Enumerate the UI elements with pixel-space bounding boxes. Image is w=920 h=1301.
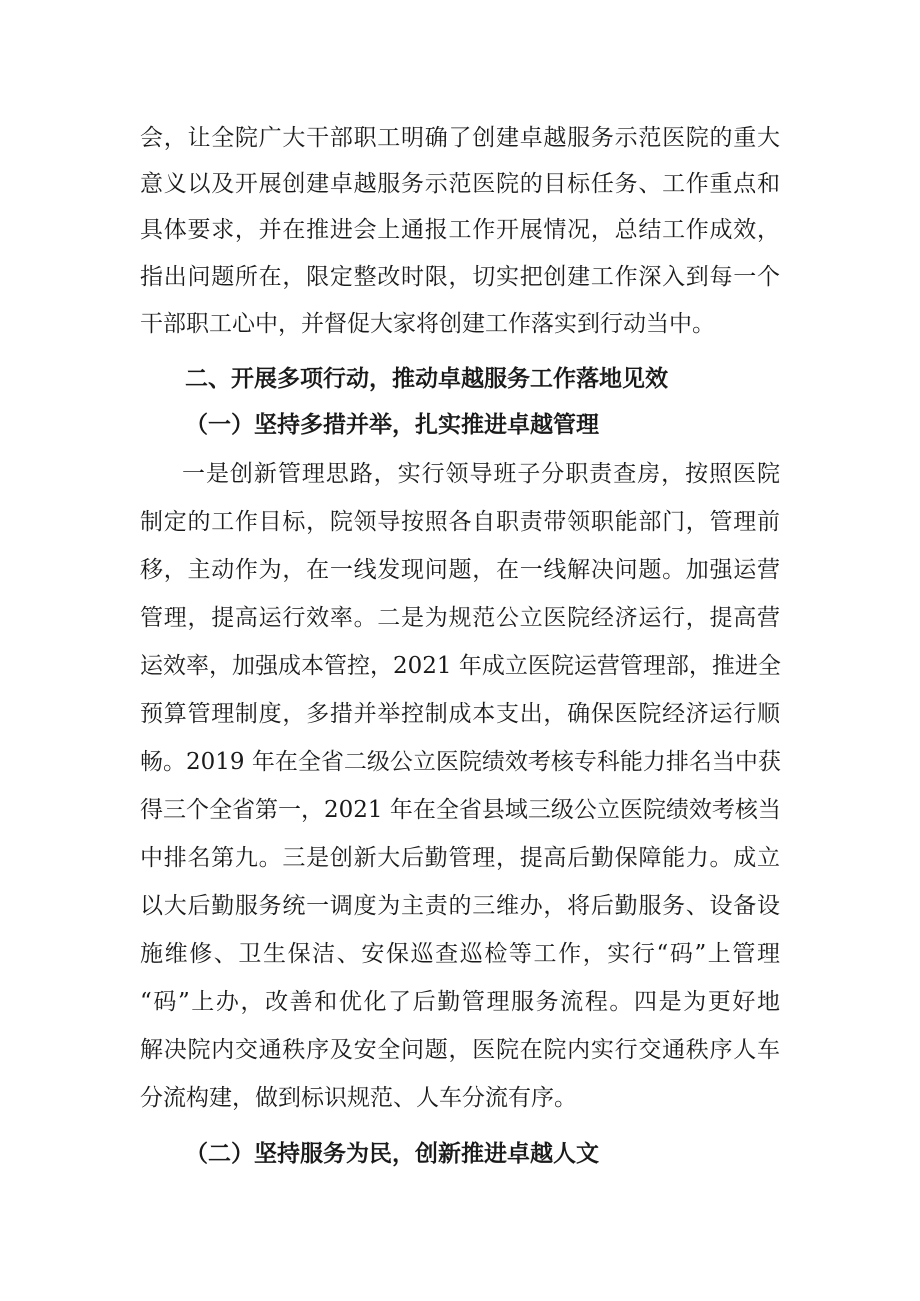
section-heading: 二、开展多项行动，推动卓越服务工作落地见效 bbox=[185, 365, 668, 392]
paragraph-line: 会，让全院广大干部职工明确了创建卓越服务示范医院的重大 bbox=[140, 125, 780, 151]
paragraph-line: 意义以及开展创建卓越服务示范医院的目标任务、工作重点和 bbox=[140, 171, 780, 197]
paragraph-line: 以大后勤服务统一调度为主责的三维办，将后勤服务、设备设 bbox=[140, 893, 780, 919]
paragraph-line: 管理，提高运行效率。二是为规范公立医院经济运行，提高营 bbox=[140, 605, 780, 631]
paragraph-line: 畅。2019 年在全省二级公立医院绩效考核专科能力排名当中获 bbox=[140, 749, 781, 775]
paragraph-line: 一是创新管理思路，实行领导班子分职责查房，按照医院 bbox=[182, 461, 780, 487]
paragraph-line: 得三个全省第一，2021 年在全省县域三级公立医院绩效考核当 bbox=[140, 797, 781, 823]
paragraph-line: 预算管理制度，多措并举控制成本支出，确保医院经济运行顺 bbox=[140, 701, 780, 727]
paragraph-line: 分流构建，做到标识规范、人车分流有序。 bbox=[140, 1085, 577, 1111]
paragraph-line: 制定的工作目标，院领导按照各自职责带领职能部门，管理前 bbox=[140, 509, 780, 535]
paragraph-line: 指出问题所在，限定整改时限，切实把创建工作深入到每一个 bbox=[140, 264, 780, 290]
paragraph-line: “码”上办，改善和优化了后勤管理服务流程。四是为更好地 bbox=[140, 989, 780, 1015]
subsection-heading: （二）坚持服务为民，创新推进卓越人文 bbox=[185, 1140, 599, 1167]
paragraph-line: 解决院内交通秩序及安全问题，医院在院内实行交通秩序人车 bbox=[140, 1037, 780, 1063]
paragraph-line: 干部职工心中，并督促大家将创建工作落实到行动当中。 bbox=[140, 311, 715, 337]
paragraph-line: 移，主动作为，在一线发现问题，在一线解决问题。加强运营 bbox=[140, 557, 780, 583]
paragraph-line: 运效率，加强成本管控，2021 年成立医院运营管理部，推进全 bbox=[140, 653, 781, 679]
paragraph-line: 具体要求，并在推进会上通报工作开展情况，总结工作成效， bbox=[140, 217, 780, 243]
paragraph-line: 施维修、卫生保洁、安保巡查巡检等工作，实行“码”上管理 bbox=[140, 941, 780, 967]
paragraph-line: 中排名第九。三是创新大后勤管理，提高后勤保障能力。成立 bbox=[140, 845, 780, 871]
subsection-heading: （一）坚持多措并举，扎实推进卓越管理 bbox=[185, 411, 599, 438]
